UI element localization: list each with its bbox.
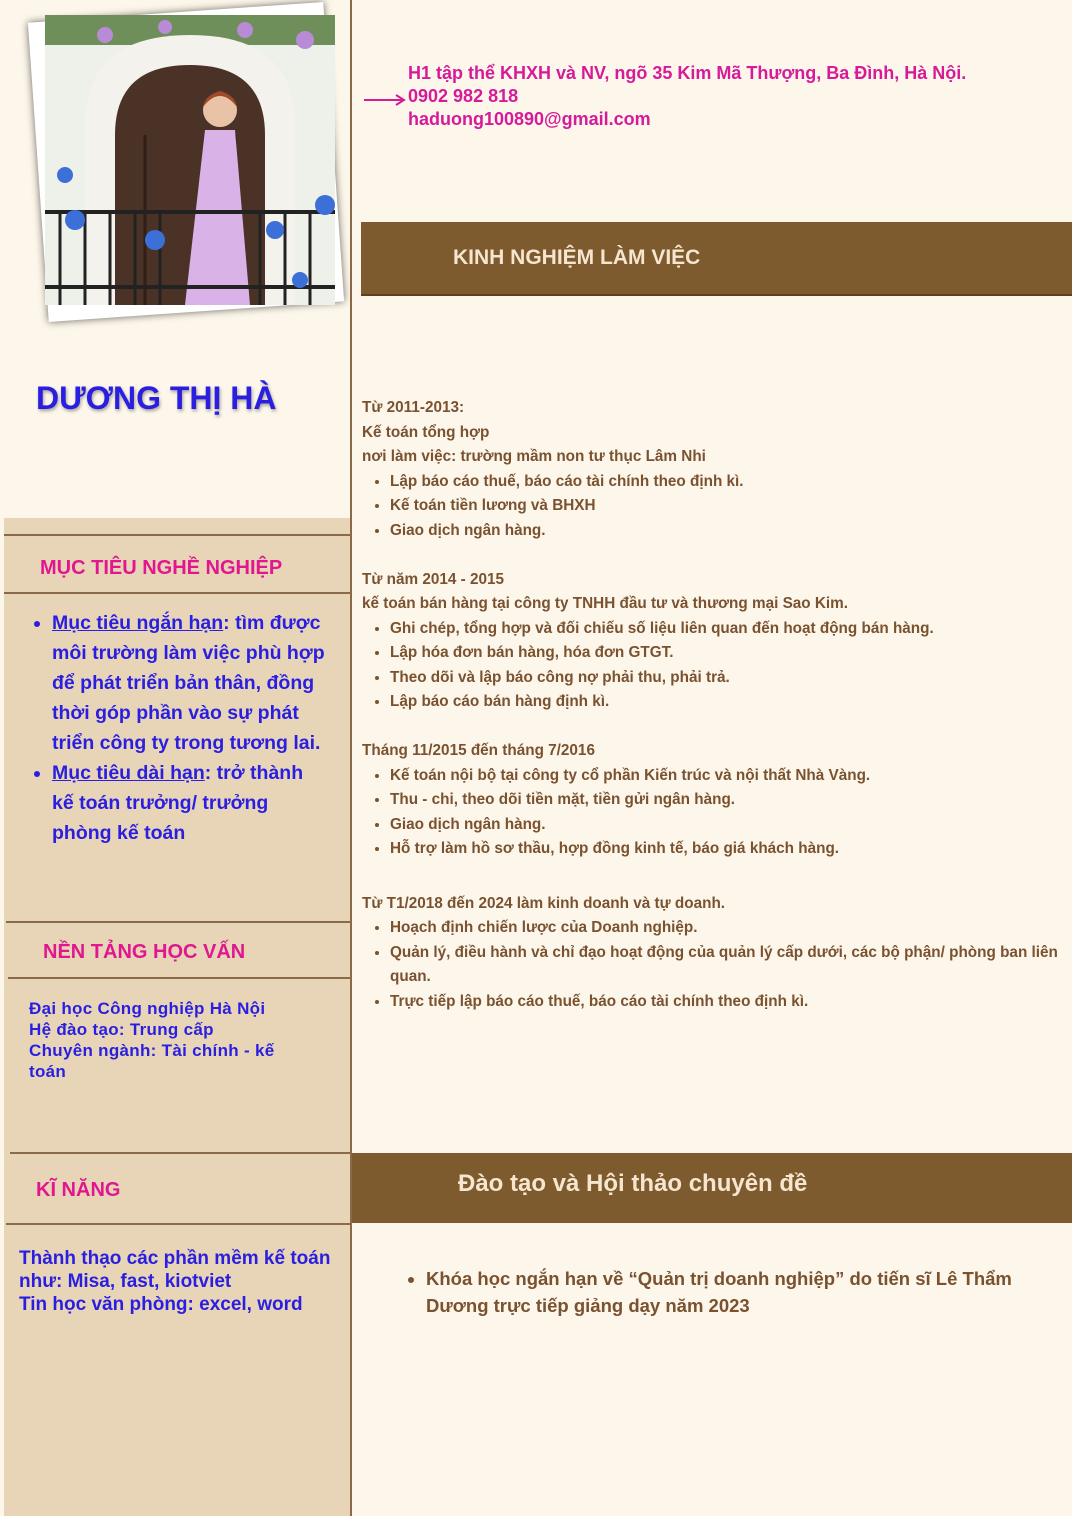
- objective-long-text: : trở thành kế toán trưởng/ trưởng phòng kế toán: [52, 762, 304, 844]
- divider: [10, 1152, 351, 1154]
- job-duties: [362, 617, 1072, 715]
- divider: [4, 592, 351, 594]
- skill-software: Thành thạo các phần mềm kế toán như: Misa, fast, kiotviet: [19, 1248, 331, 1292]
- objective-content: [30, 608, 330, 848]
- job-duties: [362, 470, 1072, 544]
- education-content: [29, 998, 309, 1082]
- divider: [6, 921, 351, 923]
- job-line: nơi làm việc: trường mầm non tư thục Lâm Nhi: [362, 448, 706, 465]
- training-content: [404, 1265, 1072, 1319]
- profile-photo-illustration: [45, 15, 335, 305]
- objective-title: MỤC TIÊU NGHỀ NGHIỆP: [40, 557, 283, 579]
- person-name: DƯƠNG THỊ HÀ: [36, 380, 277, 416]
- job-duty: • Trực tiếp lập báo cáo thuế, báo cáo tài chính theo định kì.: [390, 990, 1072, 1015]
- job-duties: [362, 764, 1072, 862]
- vertical-divider: [350, 0, 352, 1516]
- skills-content: [19, 1247, 339, 1316]
- contact-address: H1 tập thể KHXH và NV, ngõ 35 Kim Mã Thượng, Ba Đình, Hà Nội.: [408, 63, 967, 83]
- job-line: kế toán bán hàng tại công ty TNHH đầu tư và thương mại Sao Kim.: [362, 595, 849, 612]
- skill-office: Tin học văn phòng: excel, word: [19, 1294, 303, 1315]
- training-title: Đào tạo và Hội thảo chuyên đề: [458, 1170, 808, 1197]
- job-line: Từ 2011-2013:: [362, 399, 465, 416]
- job-duty: • Thu - chi, theo dõi tiền mặt, tiền gửi ngân hàng.: [390, 788, 1072, 813]
- job-duty: • Lập hóa đơn bán hàng, hóa đơn GTGT.: [390, 641, 1072, 666]
- job-duty: • Lập báo cáo thuế, báo cáo tài chính theo định kì.: [390, 470, 1072, 495]
- job-line: Kế toán tổng hợp: [362, 423, 490, 441]
- skills-title: KĨ NĂNG: [36, 1179, 121, 1201]
- job-line: Từ năm 2014 - 2015: [362, 570, 505, 588]
- job-duty: • Kế toán tiền lương và BHXH: [390, 494, 1072, 519]
- contact-block: [408, 62, 966, 131]
- objective-long-label: Mục tiêu dài hạn: [52, 762, 205, 784]
- divider: [8, 977, 351, 979]
- objective-short: [52, 608, 330, 758]
- education-level: Hệ đào tạo: Trung cấp: [29, 1020, 214, 1039]
- divider: [6, 1223, 351, 1225]
- job-line: Từ T1/2018 đến 2024 làm kinh doanh và tự doanh.: [362, 894, 726, 912]
- training-item: • Khóa học ngắn hạn về “Quản trị doanh nghiệp” do tiến sĩ Lê Thẩm Dương trực tiếp giảng dạy năm 2023: [426, 1265, 1072, 1319]
- education-school: Đại học Công nghiệp Hà Nội: [29, 999, 266, 1018]
- experience-title: KINH NGHIỆM LÀM VIỆC: [453, 246, 701, 269]
- job-duty: • Hỗ trợ làm hồ sơ thầu, hợp đồng kinh tế, báo giá khách hàng.: [390, 837, 1072, 862]
- job-duty: • Theo dõi và lập báo công nợ phải thu, phải trả.: [390, 666, 1072, 691]
- objective-short-text: : tìm được môi trường làm việc phù hợp để phát triển bản thân, đồng thời góp phần vào sự phát triển công ty trong tương lai.: [52, 612, 325, 754]
- arrow-right-icon: [364, 94, 408, 106]
- objective-long: [52, 758, 330, 848]
- job-duty: • Kế toán nội bộ tại công ty cổ phần Kiến trúc và nội thất Nhà Vàng.: [390, 764, 1072, 789]
- profile-photo: [45, 15, 335, 305]
- objective-short-label: Mục tiêu ngắn hạn: [52, 612, 224, 634]
- job-duty: • Giao dịch ngân hàng.: [390, 519, 1072, 544]
- divider: [4, 534, 351, 536]
- experience-content: [362, 396, 1072, 1014]
- job-duty: • Lập báo cáo bán hàng định kì.: [390, 690, 1072, 715]
- education-title: NỀN TẢNG HỌC VẤN: [43, 941, 246, 963]
- job-duty: • Hoạch định chiến lược của Doanh nghiệp.: [390, 916, 1072, 941]
- job-duty: • Quản lý, điều hành và chỉ đạo hoạt động của quản lý cấp dưới, các bộ phận/ phòng ban liên quan.: [390, 941, 1072, 990]
- job-line: Tháng 11/2015 đến tháng 7/2016: [362, 742, 595, 759]
- contact-email: haduong100890@gmail.com: [408, 109, 651, 129]
- contact-phone: 0902 982 818: [408, 86, 519, 106]
- job-duty: • Giao dịch ngân hàng.: [390, 813, 1072, 838]
- job-duty: • Ghi chép, tổng hợp và đối chiếu số liệu liên quan đến hoạt động bán hàng.: [390, 617, 1072, 642]
- job-duties: [362, 916, 1072, 1014]
- education-major: Chuyên ngành: Tài chính - kế toán: [29, 1041, 275, 1081]
